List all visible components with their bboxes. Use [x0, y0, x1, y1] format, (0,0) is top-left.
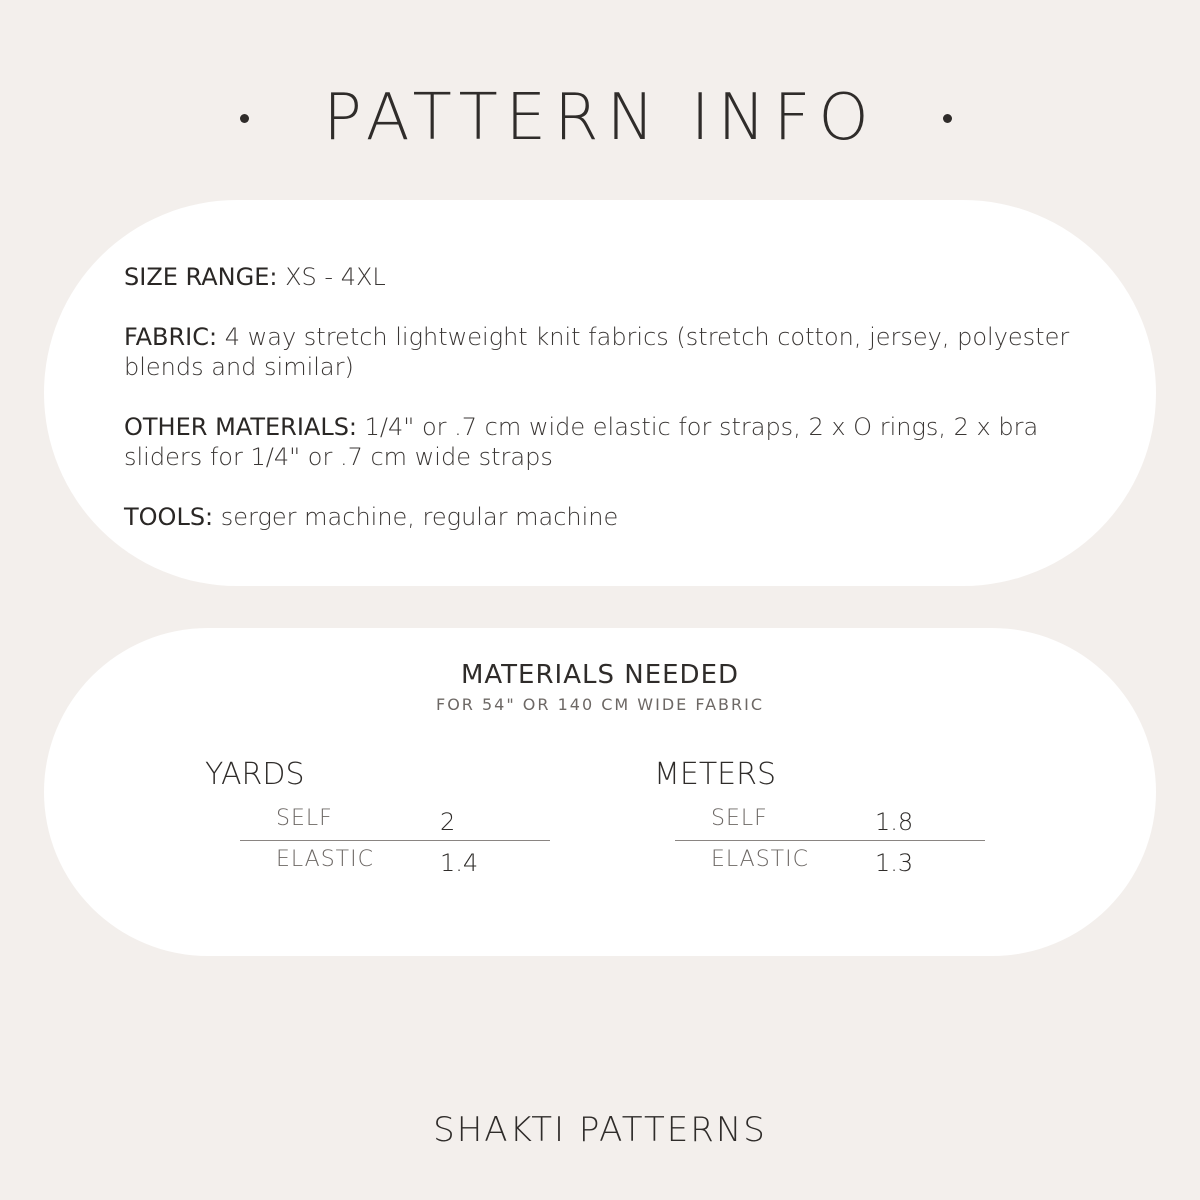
title-row — [0, 78, 1200, 158]
size-range-value: XS - 4XL — [285, 263, 386, 291]
material-name: SELF — [276, 806, 333, 831]
materials-subheading: FOR 54" OR 140 CM WIDE FABRIC — [435, 695, 764, 714]
yards-table — [240, 800, 550, 881]
material-value: 1.4 — [440, 849, 479, 877]
table-row — [675, 841, 985, 881]
material-name: ELASTIC — [711, 847, 809, 872]
table-row — [675, 800, 985, 841]
materials-heading: MATERIALS NEEDED — [460, 660, 740, 690]
fabric-line — [124, 322, 1074, 382]
table-row — [240, 841, 550, 881]
tools-value: serger machine, regular machine — [220, 503, 619, 531]
other-materials-line — [124, 412, 1074, 472]
material-value: 1.8 — [875, 808, 914, 836]
size-range-label: SIZE RANGE: — [124, 263, 278, 291]
yards-title: YARDS — [205, 757, 305, 792]
meters-title: METERS — [654, 757, 777, 792]
fabric-label: FABRIC: — [124, 323, 218, 351]
tools-line — [124, 502, 1074, 532]
tools-label: TOOLS: — [124, 503, 214, 531]
other-materials-value: 1/4" or .7 cm wide elastic for straps, 2 x O rings, 2 x bra sliders for 1/4" or .7 cm wide straps — [124, 413, 1039, 471]
page-title: PATTERN INFO — [323, 81, 877, 155]
brand-footer: SHAKTI PATTERNS — [433, 1110, 767, 1150]
material-value: 2 — [440, 808, 456, 836]
material-value: 1.3 — [875, 849, 914, 877]
other-materials-label: OTHER MATERIALS: — [124, 413, 358, 441]
bullet-dot-icon — [943, 114, 952, 123]
material-name: SELF — [711, 806, 768, 831]
fabric-value: 4 way stretch lightweight knit fabrics (stretch cotton, jersey, polyester blends and similar) — [124, 323, 1070, 381]
material-name: ELASTIC — [276, 847, 374, 872]
meters-table — [675, 800, 985, 881]
table-row — [240, 800, 550, 841]
size-range-line — [124, 262, 1074, 292]
